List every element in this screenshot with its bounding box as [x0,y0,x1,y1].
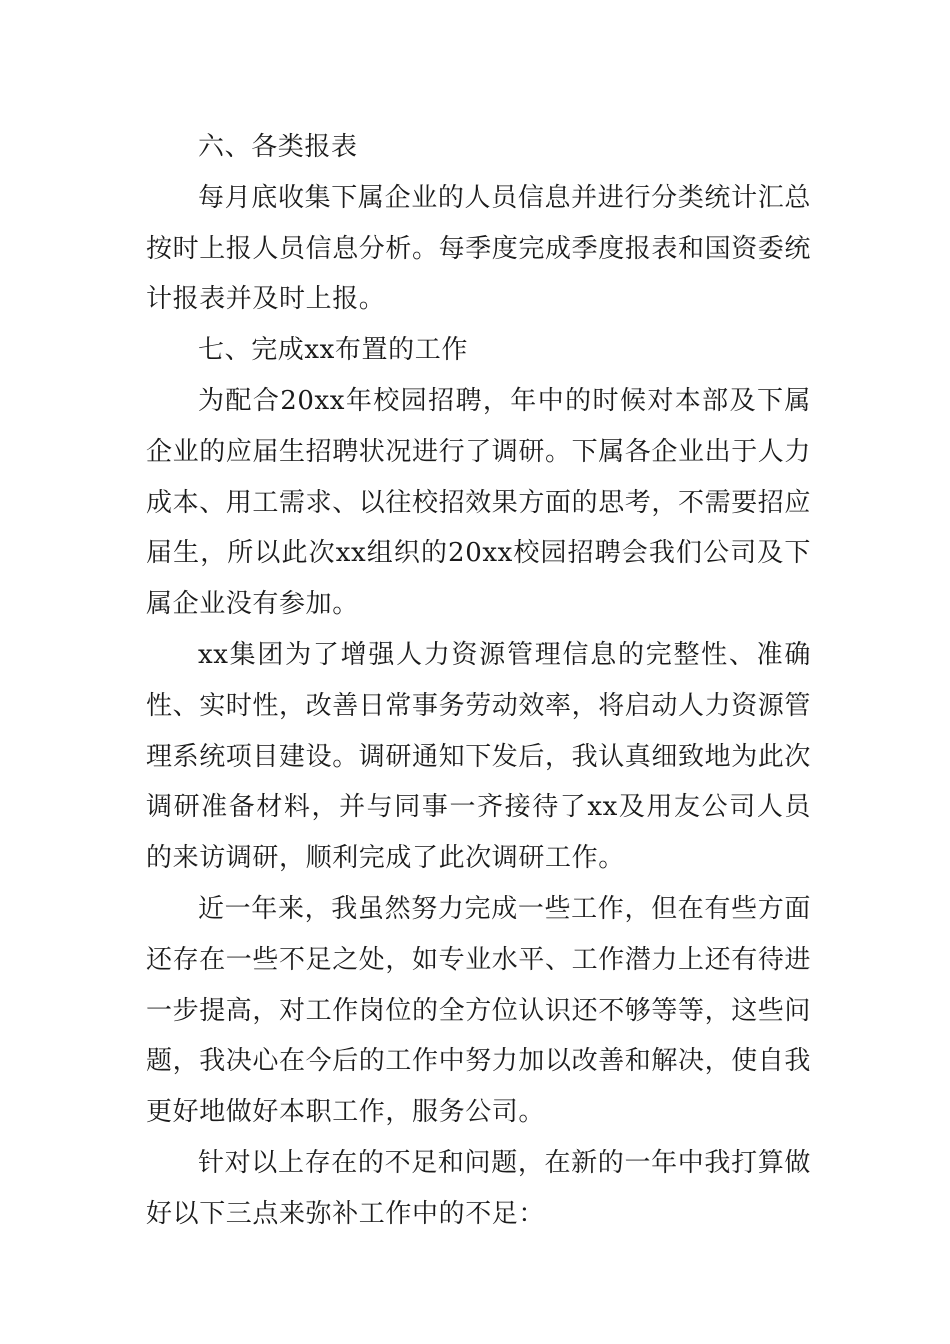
document-body [146,122,811,1240]
paragraph-reports: 每月底收集下属企业的人员信息并进行分类统计汇总按时上报人员信息分析。每季度完成季度报表和国资委统计报表并及时上报。 [146,182,812,315]
section-heading-assigned-work: 七、完成xx布置的工作 [198,335,468,366]
paragraph-hr-system: xx集团为了增强人力资源管理信息的完整性、准确性、实时性，改善日常事务劳动效率，将启动人力资源管理系统项目建设。调研通知下发后，我认真细致地为此次调研准备材料，并与同事一齐接待了xx及用友公司人员的来访调研，顺利完成了此次调研工作。 [146,639,812,874]
section-heading-reports: 六、各类报表 [198,132,358,162]
paragraph-shortcomings: 近一年来，我虽然努力完成一些工作，但在有些方面还存在一些不足之处，如专业水平、工作潜力上还有待进一步提高，对工作岗位的全方位认识还不够等等，这些问题，我决心在今后的工作中努力加以改善和解决，使自我更好地做好本职工作，服务公司。 [146,893,812,1128]
paragraph-campus-recruitment: 为配合20xx年校园招聘，年中的时候对本部及下属企业的应届生招聘状况进行了调研。下属各企业出于人力成本、用工需求、以往校招效果方面的思考，不需要招应届生，所以此次xx组织的20xx校园招聘会我们公司及下属企业没有参加。 [146,385,812,620]
paragraph-improvement-plan: 针对以上存在的不足和问题，在新的一年中我打算做好以下三点来弥补工作中的不足： [146,1147,811,1229]
